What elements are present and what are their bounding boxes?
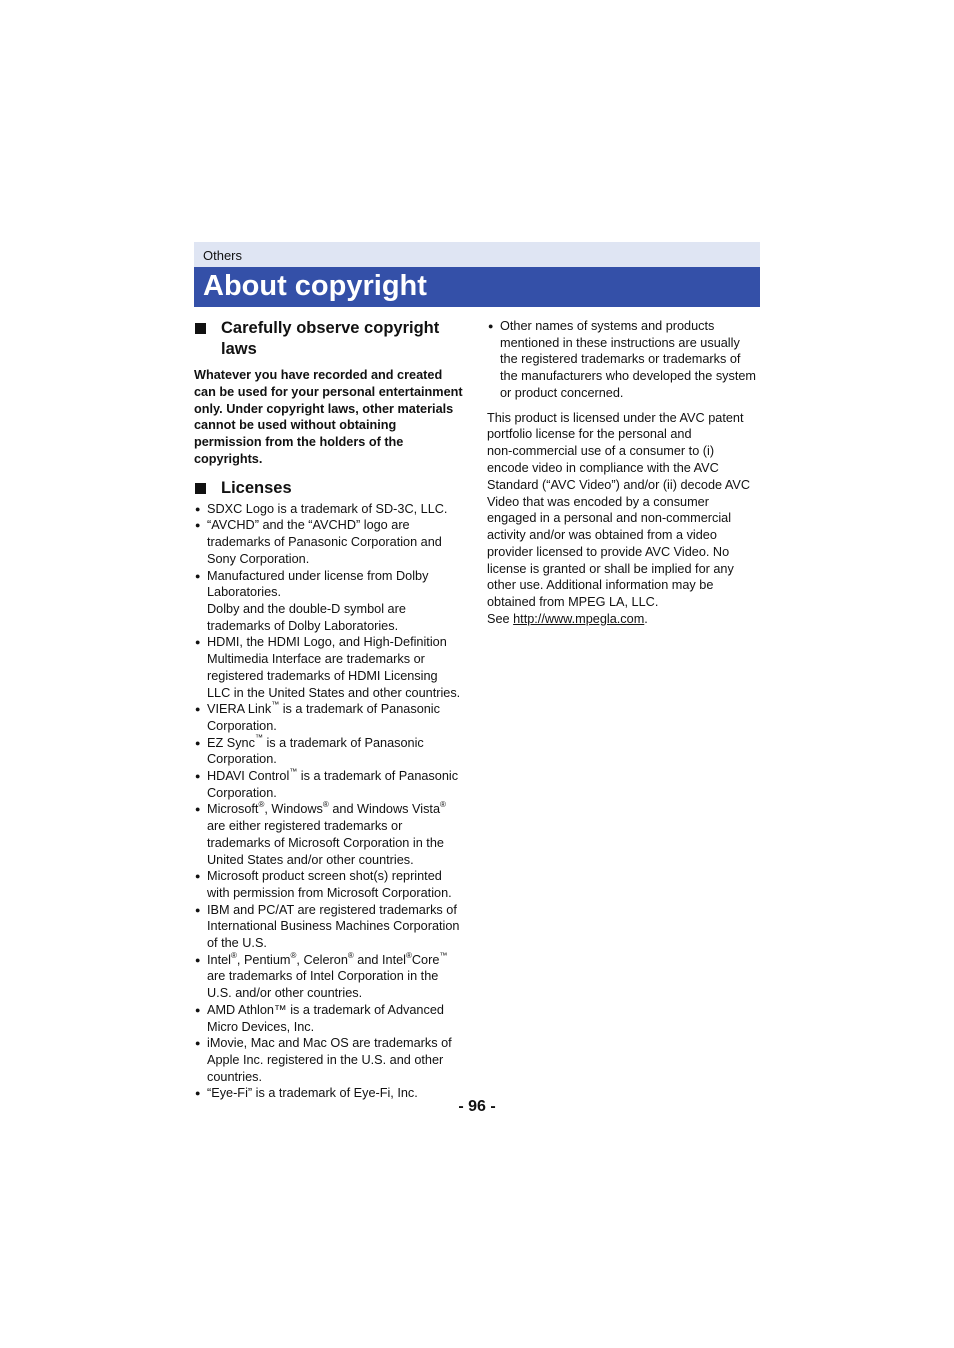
text-line: .	[644, 612, 648, 627]
text-line: provider licensed to provide AVC Video. No	[487, 544, 730, 559]
text-line: Micro Devices, Inc.	[207, 1019, 315, 1034]
list-item	[194, 517, 466, 567]
text-line: Standard (“AVC Video”) and/or (ii) decode AVC	[487, 477, 751, 492]
text-line: , Celeron	[296, 952, 348, 967]
text-line: Core	[411, 952, 440, 967]
text-line: “AVCHD” and the “AVCHD” logo are	[207, 518, 410, 533]
text-line: obtained from MPEG LA, LLC.	[487, 595, 659, 610]
text-line: the registered trademarks or trademarks of	[500, 352, 741, 367]
text-line: encode video in compliance with the AVC	[487, 460, 719, 475]
text-line: Corporation.	[207, 718, 277, 733]
breadcrumb: Others	[194, 242, 760, 267]
list-item	[194, 501, 466, 518]
right-column	[487, 318, 759, 628]
registered-mark: ®	[258, 800, 265, 810]
bullet-icon: ●	[195, 520, 201, 531]
trademark-mark: ™	[254, 733, 263, 743]
heading-line: Carefully observe copyright	[221, 319, 440, 337]
text-line: Manufactured under license from Dolby	[207, 568, 429, 583]
bullet-icon: ●	[195, 804, 201, 815]
licenses-list	[194, 501, 466, 1102]
text-line: countries.	[207, 1069, 263, 1084]
trademark-mark: ™	[289, 766, 298, 776]
text-line: Sony Corporation.	[207, 551, 310, 566]
text-line: “Eye-Fi” is a trademark of Eye-Fi, Inc.	[207, 1086, 418, 1101]
text-line: iMovie, Mac and Mac OS are trademarks of	[207, 1036, 452, 1051]
text-line: or product concerned.	[500, 385, 624, 400]
list-item	[487, 318, 759, 402]
list-item	[194, 801, 466, 868]
avc-license-text	[487, 410, 759, 628]
bullet-icon: ●	[195, 771, 201, 782]
registered-mark: ®	[405, 950, 412, 960]
text-line: are either registered trademarks or	[207, 819, 403, 834]
bullet-icon: ●	[195, 704, 201, 715]
text-line: See	[487, 612, 514, 627]
text-line: , Windows	[264, 802, 323, 817]
bullet-icon: ●	[195, 503, 201, 514]
text-line: is a trademark of Panasonic	[297, 769, 459, 784]
page-number: - 96 -	[458, 1098, 496, 1115]
licenses-heading	[194, 478, 466, 499]
text-line: Apple Inc. registered in the U.S. and other	[207, 1052, 444, 1067]
bullet-icon: ●	[195, 637, 201, 648]
text-line: the manufacturers who developed the system	[500, 369, 757, 384]
bullet-icon: ●	[195, 954, 201, 965]
text-line: trademarks of Dolby Laboratories.	[207, 618, 399, 633]
text-line: Dolby and the double-D symbol are	[207, 602, 406, 616]
list-item	[194, 1002, 466, 1035]
trademark-mark: ™	[271, 699, 280, 709]
text-line: VIERA Link	[207, 702, 272, 717]
text-line: Whatever you have recorded and created	[194, 368, 443, 382]
text-line: with permission from Microsoft Corporation.	[207, 885, 452, 900]
mpegla-link[interactable]: http://www.mpegla.com	[513, 612, 645, 627]
square-bullet-icon	[195, 323, 206, 334]
text-line: are trademarks of Intel Corporation in the	[207, 969, 439, 984]
bullet-icon: ●	[195, 904, 201, 915]
text-line: is a trademark of Panasonic	[262, 735, 424, 750]
text-line: activity and/or was obtained from a video	[487, 528, 717, 543]
text-line: portfolio license for the personal and	[487, 427, 692, 442]
text-line: Microsoft	[207, 802, 259, 817]
square-bullet-icon	[195, 483, 206, 494]
text-line: copyrights.	[194, 451, 263, 466]
text-line: permission from the holders of the	[194, 435, 404, 450]
copyright-heading	[194, 318, 466, 360]
text-line: is a trademark of Panasonic	[279, 702, 440, 717]
bullet-icon: ●	[195, 871, 201, 882]
bullet-icon: ●	[195, 1038, 201, 1049]
text-line: U.S. and/or other countries.	[207, 986, 363, 1001]
left-column	[194, 318, 466, 1102]
text-line: and Windows Vista	[328, 802, 441, 817]
text-line: IBM and PC/AT are registered trademarks of	[207, 902, 457, 917]
text-line: United States and/or other countries.	[207, 852, 414, 867]
text-line: Multimedia Interface are trademarks or	[207, 652, 425, 667]
heading-line: laws	[221, 340, 257, 358]
text-line: and Intel	[353, 952, 406, 967]
text-line: This product is licensed under the AVC patent	[487, 410, 744, 425]
registered-mark: ®	[322, 800, 329, 810]
bullet-icon: ●	[195, 570, 201, 581]
text-line: other use. Additional information may be	[487, 578, 714, 593]
list-item	[194, 735, 466, 768]
text-line: only. Under copyright laws, other materials	[194, 401, 454, 416]
bullet-icon: ●	[195, 1004, 201, 1015]
registered-mark: ®	[230, 950, 237, 960]
text-line: registered trademarks of HDMI Licensing	[207, 668, 438, 683]
text-line: can be used for your personal entertainment	[194, 384, 463, 399]
copyright-notice	[194, 367, 466, 468]
list-item	[194, 768, 466, 801]
list-item	[194, 568, 466, 635]
text-line: Microsoft product screen shot(s) reprinted	[207, 869, 442, 884]
bullet-icon: ●	[488, 321, 494, 331]
text-line: Corporation.	[207, 752, 277, 767]
registered-mark: ®	[347, 950, 354, 960]
text-line: SDXC Logo is a trademark of SD-3C, LLC.	[207, 501, 448, 516]
list-item	[194, 902, 466, 952]
title-bar	[194, 267, 760, 307]
list-item	[194, 868, 466, 901]
bullet-icon: ●	[195, 1088, 201, 1099]
list-item	[194, 634, 466, 701]
text-line: engaged in a personal and non-commercial	[487, 511, 732, 526]
text-line: International Business Machines Corporation	[207, 919, 460, 934]
trademark-mark: ™	[439, 950, 448, 960]
copyright-heading-text	[221, 318, 439, 360]
text-line: trademarks of Microsoft Corporation in the	[207, 835, 444, 850]
text-line: Intel	[207, 952, 231, 967]
text-line: Other names of systems and products	[500, 319, 715, 333]
list-item	[194, 1035, 466, 1085]
registered-mark: ®	[440, 800, 446, 810]
other-names-list	[487, 318, 759, 402]
licenses-heading-text: Licenses	[221, 478, 292, 497]
text-line: trademarks of Panasonic Corporation and	[207, 535, 442, 550]
text-line: Video that was encoded by a consumer	[487, 494, 709, 509]
text-line: HDAVI Control	[207, 769, 290, 784]
text-line: mentioned in these instructions are usually	[500, 335, 740, 350]
text-line: non-commercial use of a consumer to (i)	[487, 444, 715, 459]
bullet-icon: ●	[195, 737, 201, 748]
text-line: Corporation.	[207, 785, 277, 800]
text-line: license is granted or shall be implied for any	[487, 561, 734, 576]
text-line: EZ Sync	[207, 735, 255, 750]
text-line: cannot be used without obtaining	[194, 418, 397, 433]
text-line: Laboratories.	[207, 585, 282, 600]
page-title: About copyright	[203, 270, 427, 302]
text-line: AMD Athlon™ is a trademark of Advanced	[207, 1002, 444, 1017]
text-line: of the U.S.	[207, 936, 267, 951]
list-item	[194, 952, 466, 1002]
registered-mark: ®	[290, 950, 297, 960]
list-item	[194, 701, 466, 734]
text-line: HDMI, the HDMI Logo, and High-Definition	[207, 635, 447, 650]
text-line: LLC in the United States and other countries.	[207, 685, 461, 700]
text-line: , Pentium	[236, 952, 291, 967]
